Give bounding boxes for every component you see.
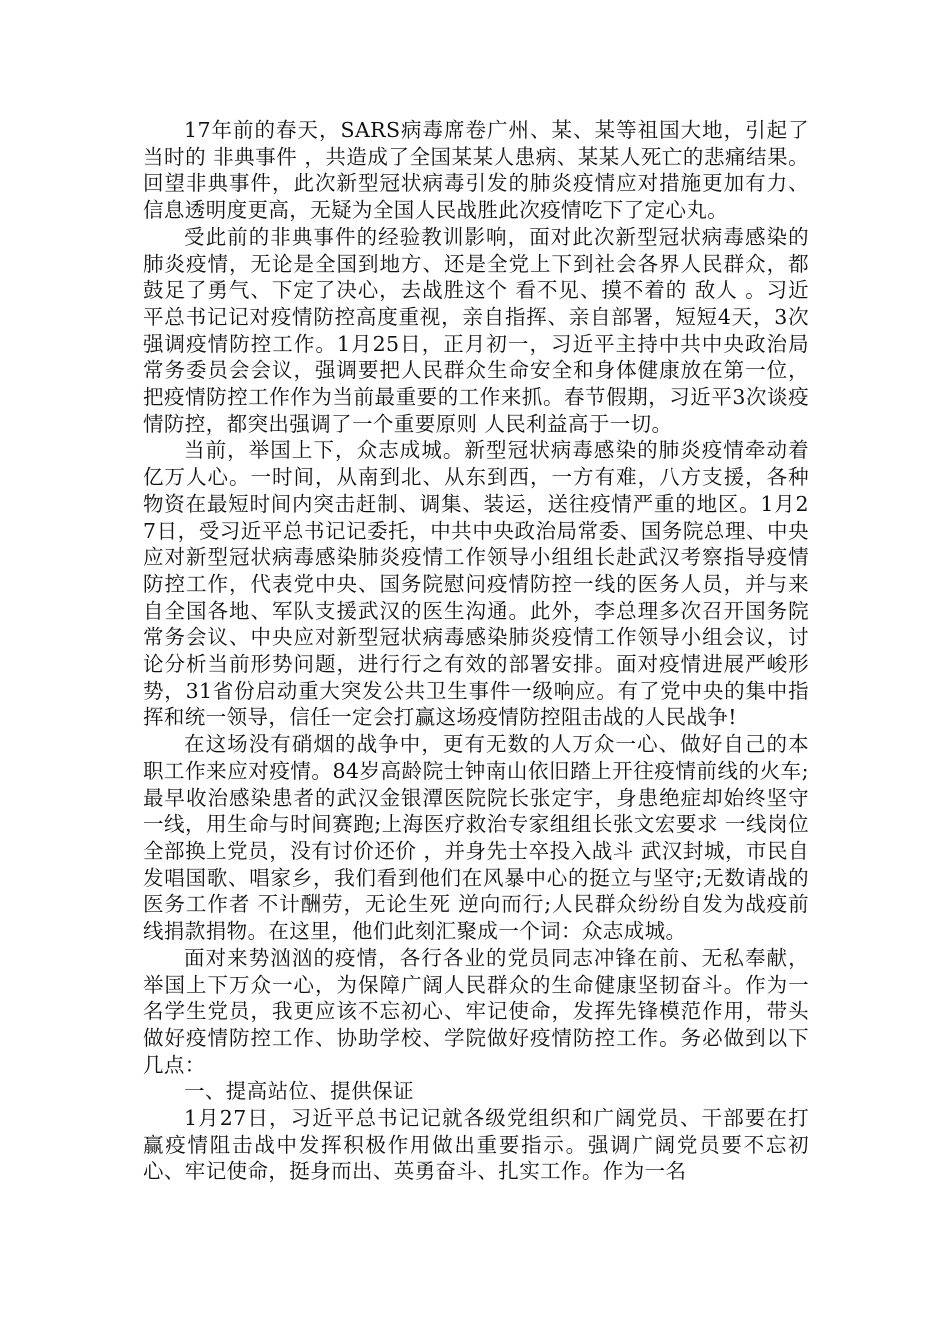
- paragraph-unsung-heroes: 在这场没有硝烟的战争中，更有无数的人万众一心、做好自己的本职工作来应对疫情。84岁高龄院士钟南山依旧踏上开往疫情前线的火车;最早收治感染患者的武汉金银潭医院院长张定宇，身患绝症却始终坚守一线，用生命与时间赛跑;上海医疗救治专家组组长张文宏要求 一线岗位全部换上党员，没有讨价还价 ，并身先士卒投入战斗 武汉封城，市民自发唱国歌、唱家乡，我们看到他们在风暴中心的挺立与坚守;无数请战的医务工作者 不计酬劳，无论生死 逆向而行;人民群众纷纷自发为战疫前线捐款捐物。在这里，他们此刻汇聚成一个词：众志成城。: [143, 732, 809, 944]
- paragraph-spring-sars: 17年前的春天，SARS病毒席卷广州、某、某等祖国大地，引起了当时的 非典事件 ，共造成了全国某某人患病、某某人死亡的悲痛结果。回望非典事件，此次新型冠状病毒引发的肺炎疫情应对措施更加有力、信息透明度更高，无疑为全国人民战胜此次疫情吃下了定心丸。: [143, 118, 809, 223]
- document-body: [143, 117, 809, 1185]
- paragraph-nation-united: 当前，举国上下，众志成城。新型冠状病毒感染的肺炎疫情牵动着亿万人心。一时间，从南到北、从东到西，一方有难，八方支援，各种物资在最短时间内突击赶制、调集、装运，送往疫情严重的地区。1月27日，受习近平总书记记委托，中共中央政治局常委、国务院总理、中央应对新型冠状病毒感染肺炎疫情工作领导小组组长赴武汉考察指导疫情防控工作，代表党中央、国务院慰问疫情防控一线的医务人员，并与来自全国各地、军队支援武汉的医生沟通。此外，李总理多次召开国务院常务会议、中央应对新型冠状病毒感染肺炎疫情工作领导小组会议，讨论分析当前形势问题，进行行之有效的部署安排。面对疫情进展严峻形势，31省份启动重大突发公共卫生事件一级响应。有了党中央的集中指挥和统一领导，信任一定会打赢这场疫情防控阻击战的人民战争!: [143, 438, 809, 730]
- paragraph-instructions: 1月27日，习近平总书记记就各级党组织和广阔党员、干部要在打赢疫情阻击战中发挥积极作用做出重要指示。强调广阔党员要不忘初心、牢记使命，挺身而出、英勇奋斗、扎实工作。作为一名: [143, 1106, 809, 1184]
- paragraph-lessons-leadership: 受此前的非典事件的经验教训影响，面对此次新型冠状病毒感染的肺炎疫情，无论是全国到地方、还是全党上下到社会各界人民群众，都鼓足了勇气、下定了决心，去战胜这个 看不见、摸不着的 敌人 。习近平总书记记对疫情防控高度重视，亲自指挥、亲自部署，短短4天，3次强调疫情防控工作。1月25日，正月初一，习近平主持中共中央政治局常务委员会会议，强调要把人民群众生命安全和身体健康放在第一位，把疫情防控工作作为当前最重要的工作来抓。春节假期，习近平3次谈疫情防控，都突出强调了一个重要原则 人民利益高于一切。: [143, 224, 809, 436]
- section-heading-1: 一、提高站位、提供保证: [184, 1079, 414, 1104]
- paragraph-student-party-member: 面对来势汹汹的疫情，各行各业的党员同志冲锋在前、无私奉献，举国上下万众一心，为保障广阔人民群众的生命健康坚韧奋斗。作为一名学生党员，我更应该不忘初心、牢记使命，发挥先锋模范作用，带头做好疫情防控工作、协助学校、学院做好疫情防控工作。务必做到以下几点：: [143, 945, 809, 1077]
